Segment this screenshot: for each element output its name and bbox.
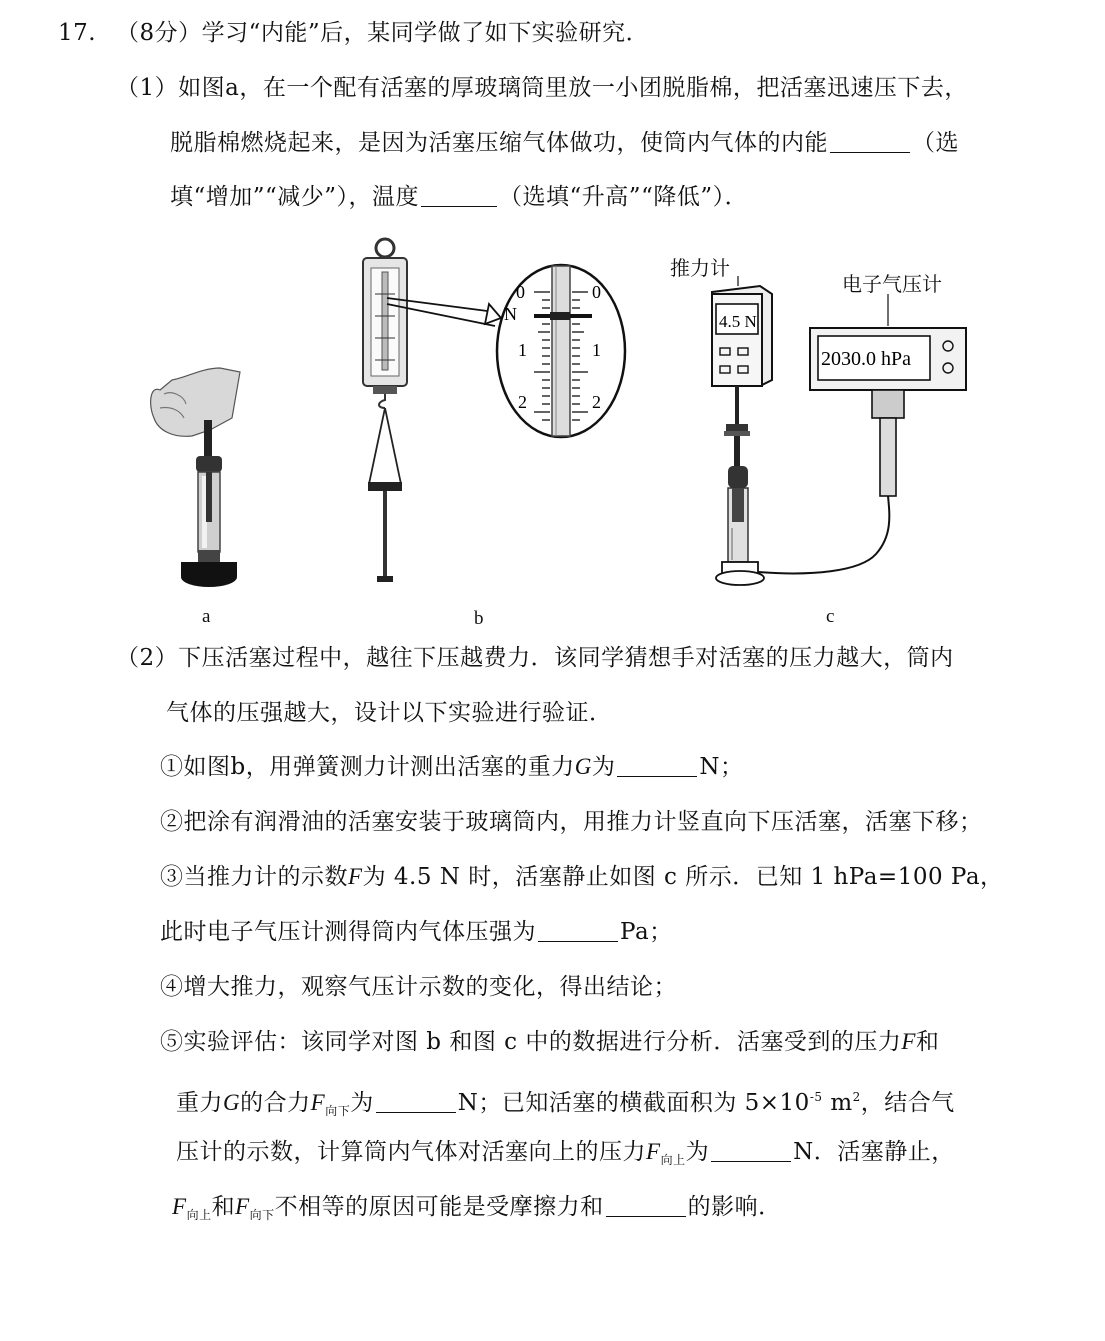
step3-line1: [160, 862, 1004, 892]
exponent: -5: [809, 1090, 823, 1104]
step5-unit-m: m: [822, 1090, 853, 1116]
step5-line2: [176, 1082, 955, 1126]
step5-line3: [176, 1137, 955, 1175]
subscript-up: 向上: [186, 1208, 212, 1222]
step3-unit: Pa；: [620, 919, 673, 945]
scale-tick-2-right: 2: [592, 392, 601, 412]
step3-text-b: 为 4.5 N 时，活塞静止如图 c 所示．已知 1 hPa=100 Pa，: [362, 864, 1004, 890]
answer-blank-net-force[interactable]: [376, 1090, 456, 1113]
step5-text-k: N．活塞静止，: [793, 1139, 955, 1165]
figure-b-magnified-scale: [494, 262, 628, 440]
part1-line2: [170, 128, 959, 158]
question-header: （8分）学习“内能”后，某同学做了如下实验研究．: [116, 20, 650, 46]
barometer-reading: 2030.0 hPa: [821, 348, 911, 370]
step5-text-e: 为: [350, 1090, 374, 1116]
step1-text: ①如图b，用弹簧测力计测出活塞的重力: [160, 754, 575, 780]
var-F-down: F: [310, 1090, 326, 1115]
step5-line4: [172, 1192, 782, 1230]
answer-blank-upward-force[interactable]: [711, 1139, 791, 1162]
step5-text-l: 和: [211, 1194, 236, 1220]
figure-c-apparatus: [700, 276, 980, 594]
answer-blank-other-factor[interactable]: [606, 1194, 686, 1217]
step5-text-c: 重力: [176, 1090, 223, 1116]
subscript-down: 向下: [249, 1208, 275, 1222]
step5-text-d: 的合力: [240, 1090, 311, 1116]
part1-line3-text: 填“增加”“减少”），温度: [170, 184, 420, 210]
step5-line1: [160, 1027, 939, 1057]
scale-tick-0-right: 0: [592, 282, 601, 302]
scale-tick-0-left: 0: [516, 282, 525, 302]
push-gauge-label: 推力计: [670, 256, 730, 280]
var-F: F: [348, 864, 363, 889]
step2: ②把涂有润滑油的活塞安装于玻璃筒内，用推力计竖直向下压活塞，活塞下移；: [160, 809, 983, 835]
step5-text-f: N；已知活塞的横截面积为 5×10: [457, 1090, 810, 1116]
step1-text-b: 为: [591, 754, 616, 780]
step5-text-i: 压计的示数，计算筒内气体对活塞向上的压力: [176, 1139, 646, 1165]
var-G: G: [223, 1090, 241, 1115]
step4: ④增大推力，观察气压计示数的变化，得出结论；: [160, 974, 677, 1000]
scale-tick-2-left: 2: [518, 392, 527, 412]
answer-blank-gas-pressure[interactable]: [538, 919, 618, 942]
exponent-square: 2: [852, 1090, 861, 1104]
step5-text-m: 不相等的原因可能是受摩擦力和: [274, 1194, 604, 1220]
answer-blank-piston-weight[interactable]: [617, 754, 697, 777]
figure-b-spring-scale: [355, 236, 420, 588]
var-F-down: F: [235, 1194, 250, 1219]
push-gauge-reading: 4.5 N: [719, 312, 757, 331]
step5-text-b: 和: [915, 1029, 940, 1055]
figure-a-compression-cylinder: [140, 360, 250, 590]
figure-b-zoom-arrow: [385, 290, 505, 340]
part1-line3: [170, 182, 748, 212]
answer-blank-internal-energy[interactable]: [830, 130, 910, 153]
step5-text-h: ，结合气: [860, 1090, 955, 1116]
scale-tick-1-right: 1: [592, 340, 601, 360]
step3-text: ③当推力计的示数: [160, 864, 348, 890]
var-F-up: F: [646, 1139, 661, 1164]
part2-line1: （2）下压活塞过程中，越往下压越费力．该同学猜想手对活塞的压力越大，筒内: [116, 645, 954, 671]
answer-blank-temperature[interactable]: [421, 184, 497, 207]
step1-unit: N；: [699, 754, 744, 780]
barometer-label: 电子气压计: [842, 272, 942, 296]
part1-line3-tail: （选填“升高”“降低”）．: [499, 184, 749, 210]
subscript-up: 向上: [660, 1153, 686, 1167]
step5-text-n: 的影响．: [687, 1194, 782, 1220]
scale-unit-label: N: [504, 304, 517, 324]
step5-text: ⑤实验评估：该同学对图 b 和图 c 中的数据进行分析．活塞受到的压力: [160, 1029, 902, 1055]
question-number: 17.: [58, 20, 97, 46]
step1: [160, 752, 743, 782]
part1-line2-text: 脱脂棉燃烧起来，是因为活塞压缩气体做功，使筒内气体的内能: [170, 130, 828, 156]
figure-b-caption: b: [474, 608, 484, 629]
step5-text-j: 为: [685, 1139, 710, 1165]
scale-tick-1-left: 1: [518, 340, 527, 360]
var-G: G: [574, 754, 592, 779]
var-F: F: [901, 1029, 916, 1054]
step3-line2: [160, 917, 673, 947]
figure-a-caption: a: [202, 606, 211, 627]
figure-c-caption: c: [826, 606, 835, 627]
part2-line2: 气体的压强越大，设计以下实验进行验证．: [166, 700, 613, 726]
part1-line1: （1）如图a，在一个配有活塞的厚玻璃筒里放一小团脱脂棉，把活塞迅速压下去，: [116, 75, 968, 101]
subscript-down: 向下: [325, 1104, 351, 1118]
step3-text-c: 此时电子气压计测得筒内气体压强为: [160, 919, 536, 945]
part1-line2-tail: （选: [912, 130, 959, 156]
var-F-up: F: [172, 1194, 187, 1219]
